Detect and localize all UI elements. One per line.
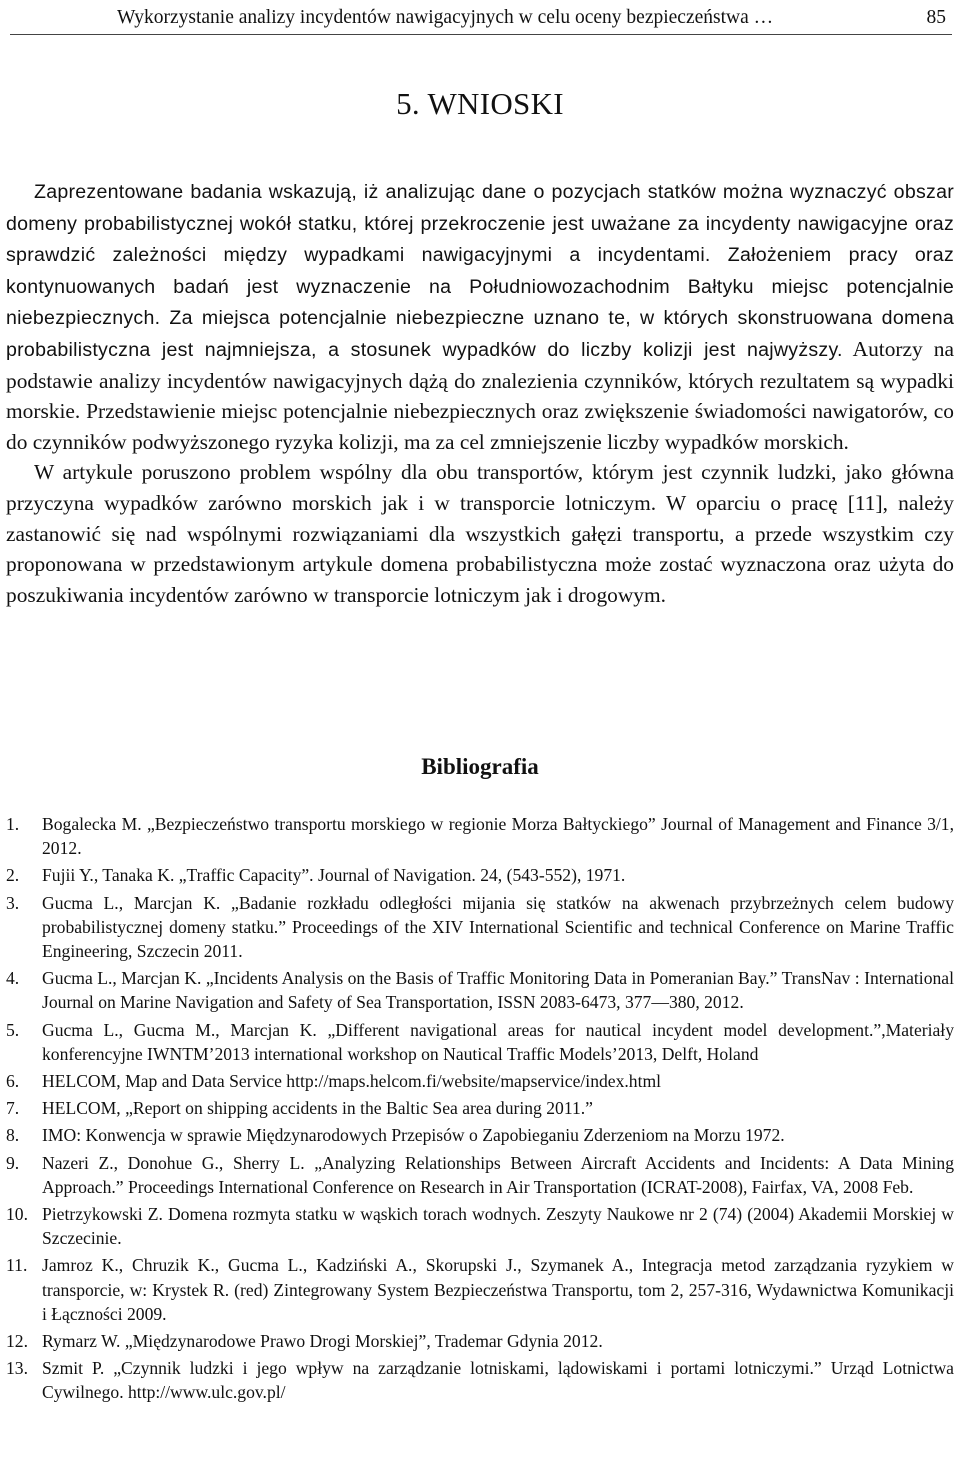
bibliography-item-text: HELCOM, „Report on shipping accidents in the Baltic Sea area during 2011.”	[42, 1098, 593, 1119]
bibliography-item-number: 12.	[6, 1331, 28, 1352]
bibliography-item-text: Gucma L., Marcjan K. „Incidents Analysis on the Basis of Traffic Monitoring Data in Pomeranian Bay.” TransNav : International Journal on Marine Navigation and Safety of Sea Transportation, ISSN 2083-6473, 377—380, 2012.	[42, 968, 954, 1013]
bibliography-item	[6, 1356, 954, 1404]
bibliography-item-text: Pietrzykowski Z. Domena rozmyta statku w wąskich torach wodnych. Zeszyty Naukowe nr 2 (74) (2004) Akademii Morskiej w Szczecinie.	[42, 1204, 954, 1249]
bibliography-item-text: Rymarz W. „Międzynarodowe Prawo Drogi Morskiej”, Trademar Gdynia 2012.	[42, 1331, 603, 1352]
bibliography-item-number: 6.	[6, 1071, 20, 1092]
bibliography-item	[6, 966, 954, 1014]
paragraph-1-sans-text: Zaprezentowane badania wskazują, iż analizując dane o pozycjach statków można wyznaczyć obszar domeny probabilistycznej wokół statku, której przekroczenie jest uważane za incydenty nawigacyjne oraz sprawdzić zależności między wypadkami nawigacyjnymi a incydentami. Założeniem pracy oraz kontynuowanych badań jest wyznaczenie na Południowozachodnim Bałtyku miejsc potencjalnie niebezpiecznych. Za miejsca potencjalnie niebezpieczne uznano te, w których skonstruowana domena probabilistyczna jest najmniejsza, a stosunek wypadków do liczby kolizji jest najwyższy.	[6, 181, 954, 361]
bibliography-item-number: 11.	[6, 1255, 28, 1276]
paragraph-1-serif-text: Autorzy na podstawie analizy incydentów nawigacyjnych dążą do znalezienia czynników, których rezultatem są wypadki morskie. Przedstawienie miejsc potencjalnie niebezpiecznych oraz zwiększenie świadomości nawigatorów, co do czynników podwyższonego ryzyka kolizji, ma za cel zmniejszenie liczby wypadków morskich.	[6, 336, 954, 454]
bibliography-item-text: Jamroz K., Chruzik K., Gucma L., Kadziński A., Skorupski J., Szymanek A., Integracja metod zarządzania ryzykiem w transporcie, w: Krystek R. (red) Zintegrowany System Bezpieczeństwa Transportu, tom 2, 257-316, Wydawnictwa Komunikacji i Łączności 2009.	[42, 1255, 954, 1324]
bibliography-item-text: Szmit P. „Czynnik ludzki i jego wpływ na zarządzanie lotniskami, lądowiskami i portami lotniczymi.” Urząd Lotnictwa Cywilnego. http://www.ulc.gov.pl/	[42, 1358, 954, 1403]
running-header-title: Wykorzystanie analizy incydentów nawigacyjnych w celu oceny bezpieczeństwa …	[117, 7, 774, 28]
section-body	[6, 176, 954, 610]
bibliography-item-number: 2.	[6, 865, 20, 886]
bibliography-item-number: 10.	[6, 1204, 28, 1225]
bibliography-item-number: 3.	[6, 892, 20, 913]
running-header	[10, 4, 952, 35]
bibliography-item	[6, 891, 954, 964]
bibliography-item-text: IMO: Konwencja w sprawie Międzynarodowych Przepisów o Zapobieganiu Zderzeniom na Morzu 1972.	[42, 1125, 785, 1146]
bibliography-item-text: Fujii Y., Tanaka K. „Traffic Capacity”. Journal of Navigation. 24, (543-552), 1971.	[42, 865, 626, 886]
conclusions-paragraph-1	[6, 176, 954, 457]
bibliography-item-number: 4.	[6, 968, 20, 989]
bibliography-item-number: 5.	[6, 1019, 20, 1040]
bibliography-item-number: 13.	[6, 1358, 28, 1379]
bibliography-item	[6, 1253, 954, 1326]
bibliography-item-number: 8.	[6, 1125, 20, 1146]
bibliography-item-text: Bogalecka M. „Bezpieczeństwo transportu morskiego w regionie Morza Bałtyckiego” Journal of Management and Finance 3/1, 2012.	[42, 814, 954, 859]
page-number: 85	[926, 7, 946, 28]
bibliography-item-text: HELCOM, Map and Data Service http://maps.helcom.fi/website/mapservice/index.html	[42, 1071, 662, 1092]
conclusions-paragraph-2: W artykule poruszono problem wspólny dla obu transportów, którym jest czynnik ludzki, jako główna przyczyna wypadków zarówno morskich jak i w transporcie lotniczym. W oparciu o pracę [11], należy zastanowić się nad wspólnymi rozwiązaniami dla wszystkich gałęzi transportu, a przede wszystkim czy proponowana w przedstawionym artykule domena probabilistyczna może zostać wyznaczona oraz użyta do poszukiwania incydentów zarówno w transporcie lotniczym jak i drogowym.	[6, 460, 954, 607]
bibliography-item	[6, 1151, 954, 1199]
bibliography-item	[6, 1123, 954, 1147]
bibliography-item	[6, 1069, 954, 1093]
bibliography-item-number: 9.	[6, 1152, 20, 1173]
bibliography-item	[6, 1018, 954, 1066]
bibliography-item	[6, 812, 954, 860]
section-title: 5. WNIOSKI	[396, 86, 564, 121]
bibliography-item	[6, 1202, 954, 1250]
bibliography-item-text: Gucma L., Gucma M., Marcjan K. „Different navigational areas for nautical incydent model development.”,Materiały konferencyjne IWNTM’2013 international workshop on Nautical Traffic Models’2013, Delft, Holand	[42, 1019, 954, 1064]
bibliography-item	[6, 1329, 954, 1353]
bibliography-list	[6, 812, 954, 1408]
bibliography-item-number: 7.	[6, 1098, 20, 1119]
bibliography-item	[6, 1096, 954, 1120]
bibliography-item-text: Nazeri Z., Donohue G., Sherry L. „Analyzing Relationships Between Aircraft Accidents and Incidents: A Data Mining Approach.” Proceedings International Conference on Research in Air Transportation (ICRAT-2008), Fairfax, VA, 2008 Feb.	[42, 1152, 954, 1197]
bibliography-item-number: 1.	[6, 814, 20, 834]
bibliography-item-text: Gucma L., Marcjan K. „Badanie rozkładu odległości mijania się statków na akwenach przybrzeżnych celem budowy probabilistycznej domeny statku.” Proceedings of the XIV International Scientific and technical Conference on Marine Traffic Engineering, Szczecin 2011.	[42, 892, 954, 962]
bibliography-title: Bibliografia	[421, 754, 539, 779]
bibliography-item	[6, 863, 954, 887]
